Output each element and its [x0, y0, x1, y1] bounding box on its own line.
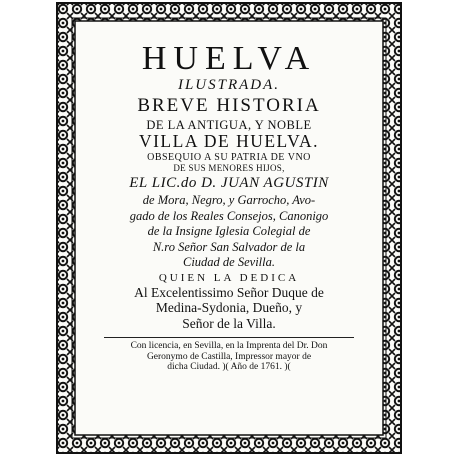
author-line-5: N.ro Señor San Salvador de la [152, 239, 306, 254]
author-line-1: EL LIC.do D. JUAN AGUSTIN [129, 175, 329, 191]
title-line-5: VILLA DE HUELVA. [138, 130, 320, 151]
author-line-2: de Mora, Negro, y Garrocho, Avo- [142, 193, 316, 207]
title-line-6: OBSEQUIO A SU PATRIA DE VNO [147, 152, 311, 163]
title-page [56, 2, 402, 454]
main-title: HUELVA [141, 40, 317, 77]
title-line-7: DE SUS MENORES HIJOS, [173, 163, 285, 173]
dedication-line-2: Al Excelentissimo Señor Duque de [134, 284, 324, 300]
dedication-heading: QUIEN LA DEDICA [158, 271, 300, 284]
title-text-block [80, 38, 378, 373]
imprint-line-1: Con licencia, en Sevilla, en la Imprenta del Dr. Don [130, 341, 328, 351]
author-line-4: de la Insigne Iglesia Colegial de [147, 224, 311, 238]
author-line-6: Ciudad de Sevilla. [183, 255, 275, 269]
subtitle: ILUSTRADA. [177, 77, 281, 93]
title-line-3: BREVE HISTORIA [137, 95, 321, 116]
dedication-line-4: Señor de la Villa. [182, 315, 276, 331]
imprint-line-2: Geronymo de Castilla, Impressor mayor de [146, 351, 312, 362]
imprint-line-3: dicha Ciudad. )( Año de 1761. )( [167, 362, 291, 372]
author-line-3: gado de los Reales Consejos, Canonigo [129, 208, 329, 223]
divider-rule [104, 337, 354, 338]
dedication-line-3: Medina-Sydonia, Dueño, y [155, 300, 303, 315]
title-line-4: DE LA ANTIGUA, Y NOBLE [146, 118, 312, 132]
